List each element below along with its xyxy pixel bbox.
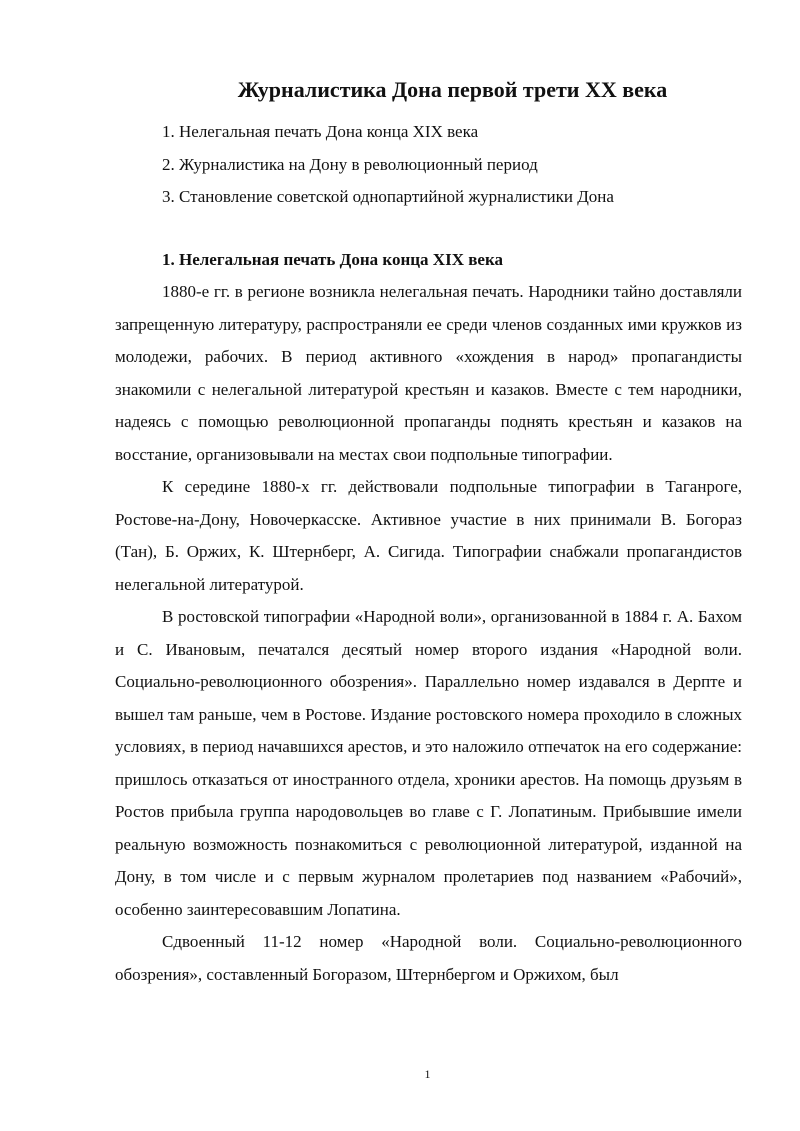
toc-item: 3. Становление советской однопартийной журналистики Дона bbox=[162, 187, 614, 206]
paragraph: В ростовской типографии «Народной воли», организованной в 1884 г. А. Бахом и С. Ивановым, печатался десятый номер второго издания «Народной воли. Социально-революционного обозрения». Параллельно номер издавался в Дерпте и вышел там раньше, чем в Ростове. Издание ростовского номера проходило в сложных условиях, в период начавшихся арестов, и это наложило отпечаток на его содержание: пришлось отказаться от иностранного отдела, хроники арестов. На помощь друзьям в Ростов прибыла группа народовольцев во главе с Г. Лопатиным. Прибывшие имели реальную возможность познакомиться с революционной литературой, изданной на Дону, в том числе и с первым журналом пролетариев под названием «Рабочий», особенно заинтересовавшим Лопатина. bbox=[115, 607, 742, 919]
document-title: Журналистика Дона первой трети XX века bbox=[237, 77, 668, 102]
page-number: 1 bbox=[424, 1067, 431, 1081]
toc-item: 2. Журналистика на Дону в революционный период bbox=[162, 154, 538, 174]
paragraph: Сдвоенный 11-12 номер «Народной воли. Социально-революционного обозрения», составленный Богоразом, Штернбергом и Оржихом, был bbox=[115, 932, 742, 984]
table-of-contents bbox=[162, 116, 614, 214]
body-text bbox=[115, 276, 742, 991]
paragraph: К середине 1880-х гг. действовали подпольные типографии в Таганроге, Ростове-на-Дону, Новочеркасске. Активное участие в них принимали В. Богораз (Тан), Б. Оржих, К. Штернберг, А. Сигида. Типографии снабжали пропагандистов нелегальной литературой. bbox=[115, 477, 742, 594]
paragraph: 1880-е гг. в регионе возникла нелегальная печать. Народники тайно доставляли запрещенную литературу, распространяли ее среди членов созданных ими кружков из молодежи, рабочих. В период активного «хождения в народ» пропагандисты знакомили с нелегальной литературой крестьян и казаков. Вместе с тем народники, надеясь с помощью революционной пропаганды поднять крестьян и казаков на восстание, организовывали на местах свои подпольные типографии. bbox=[115, 282, 742, 464]
section-heading: 1. Нелегальная печать Дона конца XIX века bbox=[162, 250, 503, 269]
toc-item: 1. Нелегальная печать Дона конца XIX века bbox=[162, 122, 479, 141]
